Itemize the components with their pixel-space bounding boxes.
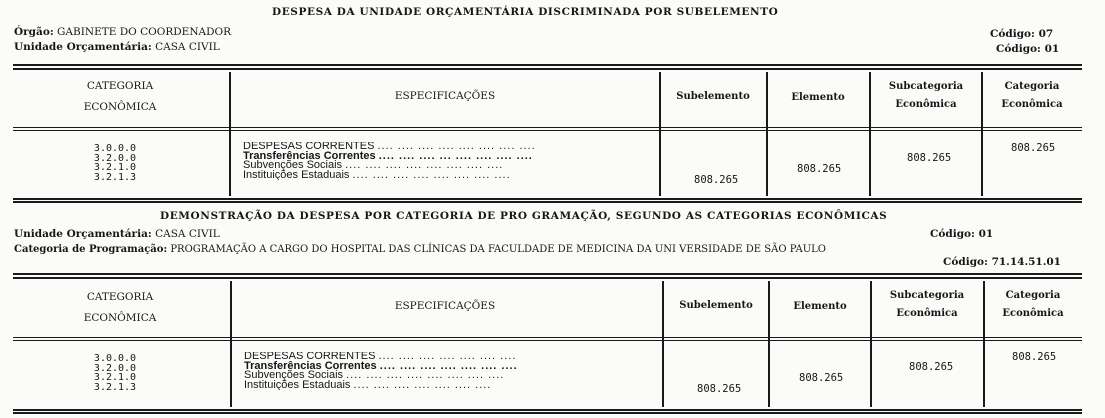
table1-subelemento-value: 808.265 — [694, 174, 739, 186]
spec-item: DESPESAS CORRENTES .... .... .... .... .... .... .... — [244, 352, 517, 362]
unidade-label: Unidade Orçamentária: — [14, 41, 152, 53]
categoria-programacao-line — [14, 244, 826, 255]
table2-top-rule — [13, 273, 1082, 275]
orgao-label: Órgão: — [14, 26, 54, 38]
unidade-value: CASA CIVIL — [155, 41, 220, 53]
table2-divider — [870, 281, 872, 407]
table1-categoria-value: 808.265 — [1011, 142, 1056, 154]
header-elemento: Elemento — [791, 92, 845, 103]
codigo-unidade-2: Código: 01 — [930, 228, 994, 240]
code-item: 3.2.1.0 — [93, 162, 137, 173]
table2-subcategoria-value: 808.265 — [909, 361, 954, 373]
unidade-line-2 — [14, 228, 220, 240]
unidade-value: CASA CIVIL — [155, 228, 220, 240]
table2-top-rule-2 — [13, 277, 1082, 279]
table2-codes — [80, 354, 150, 392]
spec-item: Instituições Estaduais .... .... .... .... .... .... .... .... — [243, 168, 511, 180]
header-categoria: CATEGORIA ECONÔMICA — [83, 291, 157, 324]
table1-bottom-rule-2 — [13, 201, 1082, 203]
table1-top-rule — [13, 64, 1082, 66]
table1-specs — [243, 142, 655, 180]
spec-item: Transferências Correntes .... .... .... .... .... .... .... — [244, 359, 518, 372]
code-item: 3.2.0.0 — [93, 152, 137, 164]
codigo-orgao: Código: 07 — [990, 28, 1054, 40]
table2-categoria-value: 808.265 — [1012, 351, 1057, 363]
header-subcategoria: Subcategoria Econômica — [889, 290, 965, 319]
header-subcategoria: Subcategoria Econômica — [888, 81, 964, 110]
header-subelemento: Subelemento — [676, 91, 750, 102]
section1-title: DESPESA DA UNIDADE ORÇAMENTÁRIA DISCRIMINADA POR SUBELEMENTO — [272, 6, 779, 18]
table2-divider — [768, 281, 770, 407]
spec-item: Subvenções Sociais .... .... .... .... .... .... .... .... — [244, 369, 505, 381]
orgao-line — [14, 26, 231, 38]
table1-subcategoria-value: 808.265 — [907, 152, 952, 164]
code-item: 3.2.1.3 — [93, 171, 137, 183]
header-especificacoes: ESPECIFICAÇÕES — [394, 90, 496, 102]
table1-divider — [981, 72, 983, 196]
table2-elemento-value: 808.265 — [799, 372, 844, 384]
table1-header-rule-2 — [13, 130, 1082, 131]
table2-subelemento-value: 808.265 — [697, 383, 742, 395]
header-categoria-col: Categoria Econômica — [1002, 290, 1064, 319]
table1-codes — [80, 144, 150, 182]
spec-item: Subvenções Sociais .... .... .... .... .... .... .... .... — [243, 159, 504, 171]
codigo-categoria: Código: 71.14.51.01 — [943, 256, 1061, 268]
table1-divider — [659, 72, 661, 196]
table2-divider — [230, 281, 232, 407]
table1-divider — [229, 72, 231, 196]
table1-divider — [766, 72, 768, 196]
table2-bottom-rule — [13, 409, 1082, 411]
table1-header-rule — [13, 127, 1082, 128]
code-item: 3.0.0.0 — [93, 353, 137, 364]
table1-top-rule-2 — [13, 68, 1082, 70]
code-item: 3.2.1.3 — [93, 381, 137, 393]
categoria-programacao-label: Categoria de Programação: — [14, 244, 168, 255]
spec-item: Transferências Correntes .... .... .... ... .... .... .... .... — [243, 149, 533, 162]
section2-title: DEMONSTRAÇÃO DA DESPESA POR CATEGORIA DE PRO GRAMAÇÃO, SEGUNDO AS CATEGORIAS ECONÔMICAS — [160, 210, 888, 222]
table2-header-rule — [13, 337, 1082, 338]
header-categoria-col: Categoria Econômica — [1001, 81, 1063, 110]
code-item: 3.2.0.0 — [93, 362, 137, 374]
unidade-label: Unidade Orçamentária: — [14, 228, 152, 240]
spec-item: DESPESAS CORRENTES .... .... .... .... .... .... .... .... — [243, 142, 536, 152]
table2-header-rule-2 — [13, 340, 1082, 341]
table2-specs — [244, 352, 658, 390]
header-categoria: CATEGORIA ECONÔMICA — [83, 80, 157, 113]
code-item: 3.0.0.0 — [93, 143, 137, 154]
codigo-unidade: Código: 01 — [996, 43, 1060, 55]
unidade-line — [14, 41, 220, 53]
table2-divider — [983, 281, 985, 407]
header-elemento: Elemento — [793, 301, 847, 312]
spec-item: Instituições Estaduais .... .... .... .... .... .... .... — [244, 378, 492, 390]
table2-bottom-rule-2 — [13, 412, 1082, 414]
orgao-value: GABINETE DO COORDENADOR — [57, 26, 232, 38]
table2-divider — [662, 281, 664, 407]
table1-divider — [869, 72, 871, 196]
header-subelemento: Subelemento — [679, 300, 753, 311]
table1-bottom-rule — [13, 198, 1082, 200]
categoria-programacao-value: PROGRAMAÇÃO A CARGO DO HOSPITAL DAS CLÍNICAS DA FACULDADE DE MEDICINA DA UNI VERSIDADE DE SÃO PAULO — [170, 244, 826, 255]
code-item: 3.2.1.0 — [93, 372, 137, 383]
header-especificacoes: ESPECIFICAÇÕES — [394, 300, 496, 312]
table1-elemento-value: 808.265 — [797, 163, 842, 175]
